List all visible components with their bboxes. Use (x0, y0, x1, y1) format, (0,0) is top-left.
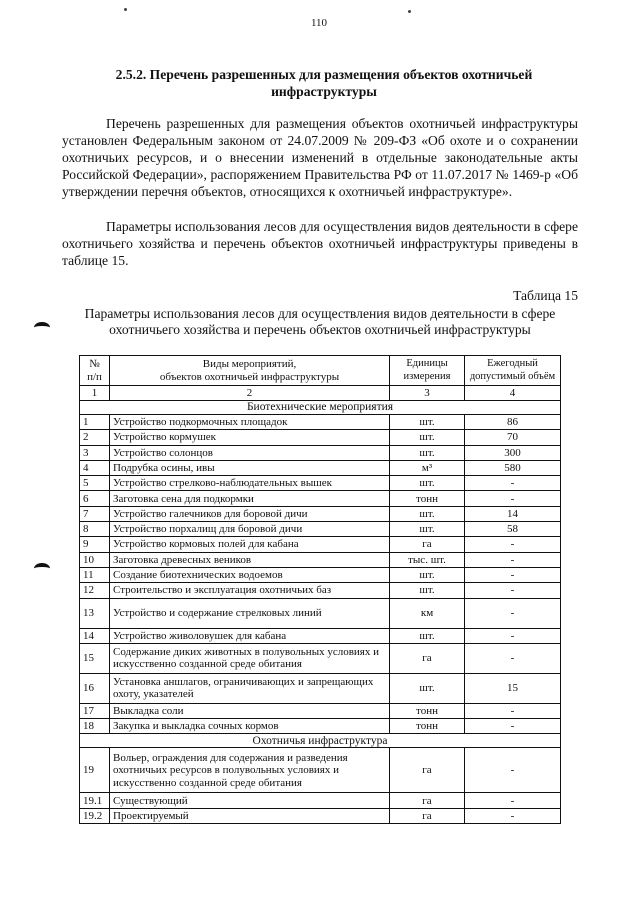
activity-name: Устройство стрелково-наблюдательных вышек (110, 476, 390, 491)
column-number: 1 (80, 386, 110, 401)
row-number: 19 (80, 748, 110, 793)
activity-name: Устройство живоловушек для кабана (110, 628, 390, 643)
activity-name: Проектируемый (110, 808, 390, 823)
table-row (80, 583, 561, 598)
unit-of-measure: га (390, 808, 465, 823)
table-row (80, 628, 561, 643)
header-unit: Единицы измерения (390, 356, 465, 386)
annual-volume: - (465, 703, 561, 718)
annual-volume: - (465, 628, 561, 643)
table-row (80, 552, 561, 567)
table-row (80, 445, 561, 460)
binding-hole-mark (34, 563, 50, 574)
row-number: 12 (80, 583, 110, 598)
row-number: 3 (80, 445, 110, 460)
unit-of-measure: шт. (390, 522, 465, 537)
row-number: 11 (80, 567, 110, 582)
page-number: 110 (310, 17, 328, 29)
annual-volume: 300 (465, 445, 561, 460)
annual-volume: 58 (465, 522, 561, 537)
activity-name: Вольер, ограждения для содержания и разведения охотничьих ресурсов в полувольных условиях и искусственно созданной среде обитания (110, 748, 390, 793)
annual-volume: - (465, 719, 561, 734)
table-row (80, 703, 561, 718)
annual-volume: 14 (465, 506, 561, 521)
annual-volume: 15 (465, 673, 561, 703)
unit-of-measure: га (390, 537, 465, 552)
unit-of-measure: шт. (390, 445, 465, 460)
column-number: 3 (390, 386, 465, 401)
annual-volume: - (465, 476, 561, 491)
section-title: Охотничья инфраструктура (80, 734, 561, 748)
unit-of-measure: га (390, 793, 465, 808)
row-number: 9 (80, 537, 110, 552)
unit-of-measure: шт. (390, 673, 465, 703)
parameters-table (79, 355, 561, 824)
annual-volume: 70 (465, 430, 561, 445)
unit-of-measure: шт. (390, 415, 465, 430)
unit-of-measure: шт. (390, 430, 465, 445)
table-row (80, 598, 561, 628)
table-row (80, 506, 561, 521)
activity-name: Подрубка осины, ивы (110, 460, 390, 475)
table-header-row (80, 356, 561, 386)
row-number: 10 (80, 552, 110, 567)
activity-name: Устройство галечников для боровой дичи (110, 506, 390, 521)
activity-name: Закупка и выкладка сочных кормов (110, 719, 390, 734)
paragraph-1: Перечень разрешенных для размещения объектов охотничьей инфраструктуры установлен Федеральным законом от 24.07.2009 № 209-ФЗ «Об охоте и о сохранении охотничьих ресурсов, и о внесении изменений в отдельные законодательные акты Российской Федерации», распоряжением Правительства РФ от 11.07.2017 № 1469-р «Об утверждении перечня объектов, относящихся к охотничьей инфраструктуре». (62, 116, 578, 199)
unit-of-measure: шт. (390, 476, 465, 491)
row-number: 16 (80, 673, 110, 703)
table-row (80, 491, 561, 506)
column-number: 2 (110, 386, 390, 401)
annual-volume: - (465, 598, 561, 628)
unit-of-measure: км (390, 598, 465, 628)
row-number: 4 (80, 460, 110, 475)
row-number: 6 (80, 491, 110, 506)
row-number: 5 (80, 476, 110, 491)
section-title: Биотехнические мероприятия (80, 401, 561, 415)
row-number: 19.1 (80, 793, 110, 808)
table-row (80, 430, 561, 445)
activity-name: Установка аншлагов, ограничивающих и запрещающих охоту, указателей (110, 673, 390, 703)
table-row (80, 567, 561, 582)
table-row (80, 748, 561, 793)
activity-name: Устройство и содержание стрелковых линий (110, 598, 390, 628)
annual-volume: - (465, 748, 561, 793)
table-row (80, 522, 561, 537)
row-number: 15 (80, 643, 110, 673)
table-row (80, 415, 561, 430)
activity-name: Содержание диких животных в полувольных условиях и искусственно созданной среде обитания (110, 643, 390, 673)
row-number: 1 (80, 415, 110, 430)
annual-volume: - (465, 552, 561, 567)
annual-volume: - (465, 583, 561, 598)
unit-of-measure: шт. (390, 506, 465, 521)
unit-of-measure: га (390, 748, 465, 793)
row-number: 13 (80, 598, 110, 628)
table-row (80, 808, 561, 823)
column-number: 4 (465, 386, 561, 401)
row-number: 14 (80, 628, 110, 643)
table-row (80, 719, 561, 734)
scan-speck (124, 8, 127, 11)
activity-name: Устройство подкормочных площадок (110, 415, 390, 430)
header-num: № п/п (80, 356, 110, 386)
row-number: 7 (80, 506, 110, 521)
unit-of-measure: тыс. шт. (390, 552, 465, 567)
section-header-row (80, 401, 561, 415)
header-volume: Ежегодный допустимый объём (465, 356, 561, 386)
row-number: 2 (80, 430, 110, 445)
scan-speck (408, 10, 411, 13)
section-header-row (80, 734, 561, 748)
activity-name: Заготовка древесных веников (110, 552, 390, 567)
annual-volume: - (465, 491, 561, 506)
activity-name: Заготовка сена для подкормки (110, 491, 390, 506)
activity-name: Строительство и эксплуатация охотничьих баз (110, 583, 390, 598)
row-number: 18 (80, 719, 110, 734)
annual-volume: - (465, 808, 561, 823)
table-row (80, 537, 561, 552)
activity-name: Устройство порхалищ для боровой дичи (110, 522, 390, 537)
activity-name: Выкладка соли (110, 703, 390, 718)
row-number: 19.2 (80, 808, 110, 823)
annual-volume: - (465, 537, 561, 552)
paragraph-2: Параметры использования лесов для осуществления видов деятельности в сфере охотничьего хозяйства и перечень объектов охотничьей инфраструктуры приведены в таблице 15. (62, 219, 578, 268)
table-row (80, 673, 561, 703)
activity-name: Устройство кормушек (110, 430, 390, 445)
activity-name: Устройство солонцов (110, 445, 390, 460)
unit-of-measure: тонн (390, 719, 465, 734)
column-number-row (80, 386, 561, 401)
annual-volume: 86 (465, 415, 561, 430)
table-label: Таблица 15 (513, 288, 578, 303)
binding-hole-mark (34, 322, 50, 333)
row-number: 17 (80, 703, 110, 718)
table-row (80, 460, 561, 475)
annual-volume: - (465, 643, 561, 673)
annual-volume: - (465, 793, 561, 808)
unit-of-measure: тонн (390, 491, 465, 506)
activity-name: Устройство кормовых полей для кабана (110, 537, 390, 552)
row-number: 8 (80, 522, 110, 537)
unit-of-measure: га (390, 643, 465, 673)
header-type: Виды мероприятий, объектов охотничьей инфраструктуры (110, 356, 390, 386)
unit-of-measure: шт. (390, 583, 465, 598)
annual-volume: 580 (465, 460, 561, 475)
unit-of-measure: тонн (390, 703, 465, 718)
activity-name: Создание биотехнических водоемов (110, 567, 390, 582)
annual-volume: - (465, 567, 561, 582)
section-heading: 2.5.2. Перечень разрешенных для размещения объектов охотничьей инфраструктуры (115, 67, 533, 99)
activity-name: Существующий (110, 793, 390, 808)
unit-of-measure: шт. (390, 567, 465, 582)
unit-of-measure: м³ (390, 460, 465, 475)
table-title: Параметры использования лесов для осуществления видов деятельности в сфере охотничьего хозяйства и перечень объектов охотничьей инфраструктуры (84, 306, 556, 337)
table-row (80, 476, 561, 491)
unit-of-measure: шт. (390, 628, 465, 643)
table-row (80, 643, 561, 673)
table-row (80, 793, 561, 808)
